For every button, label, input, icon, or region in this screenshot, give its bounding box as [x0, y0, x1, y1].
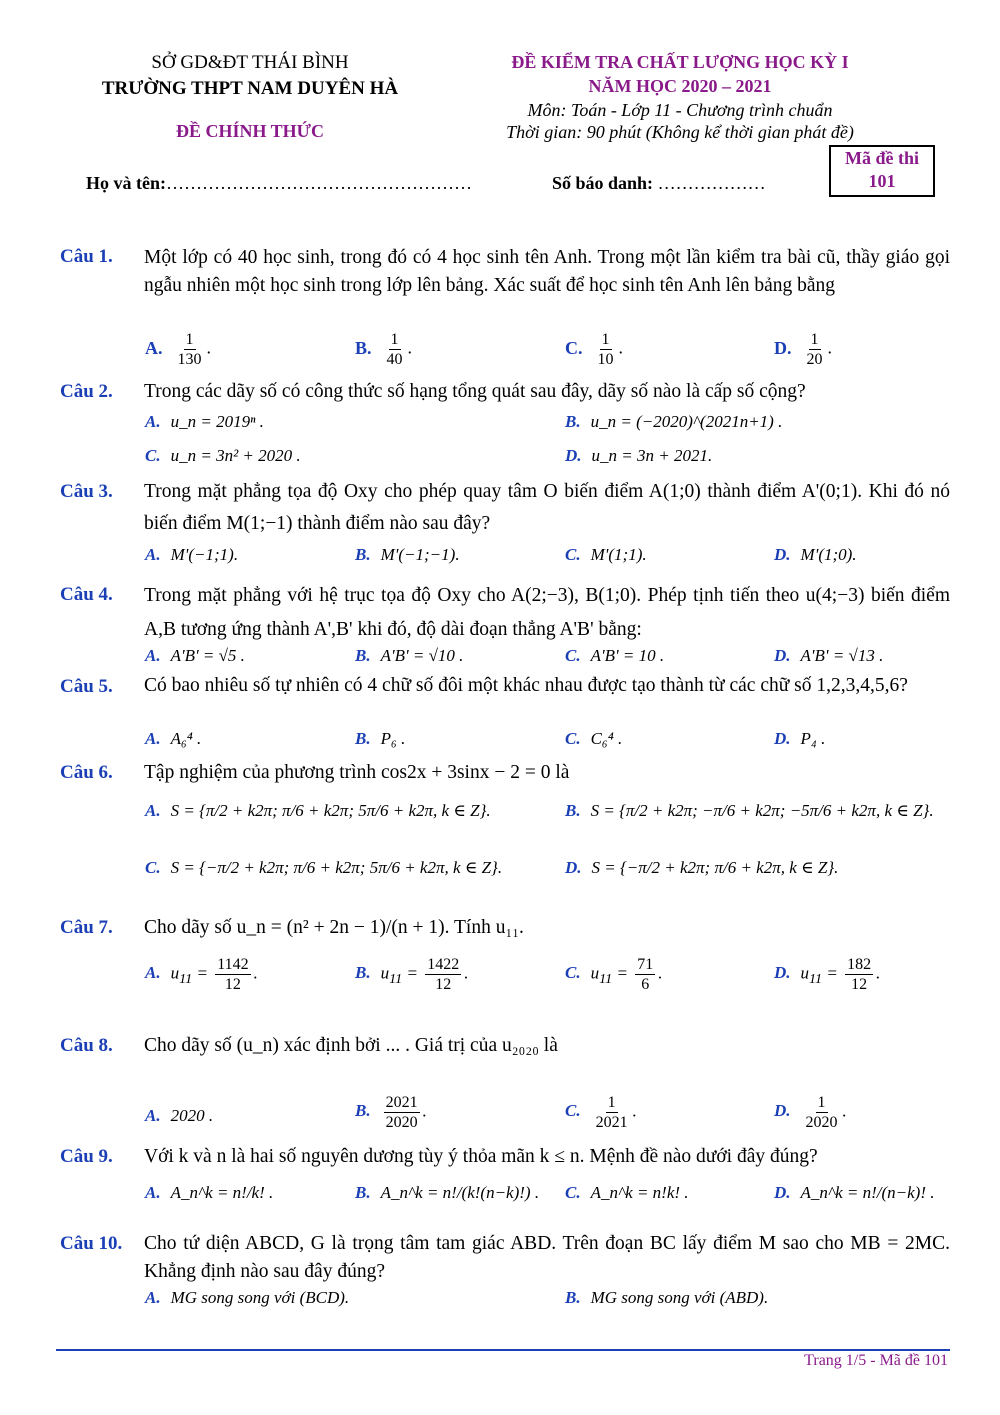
school-name: TRƯỜNG THPT NAM DUYÊN HÀ [101, 78, 399, 99]
option-c[interactable]: C. A_n^k = n!k! . [565, 1183, 689, 1202]
option-b[interactable]: B. M'(−1;−1). [355, 545, 460, 564]
option-a[interactable]: A. 2020 . [145, 1106, 214, 1125]
name-field [86, 173, 472, 194]
option-c[interactable]: C. $\frac{1}{10}$ . [565, 331, 623, 368]
question-text: Trong mặt phẳng với hệ trục tọa độ Oxy cho A(2;−3), B(1;0). Phép tịnh tiến theo u(4;−3) biến điểm A,B tương ứng thành A',B' khi đó, độ dài đoạn thẳng A'B' bằng: [144, 585, 950, 640]
question-text: Trong các dãy số có công thức số hạng tổng quát sau đây, dãy số nào là cấp số cộng? [144, 381, 806, 402]
option-d[interactable]: D. $\frac{1}{2020}$ . [774, 1094, 847, 1131]
option-d[interactable]: D. $u_{11}$ = $\frac{182}{12}$ . [774, 956, 881, 993]
option-b[interactable]: B. P₆ . [355, 729, 406, 748]
question-label: Câu 5. [60, 676, 113, 697]
option-b[interactable]: B. MG song song với (ABD). [565, 1288, 769, 1307]
option-a[interactable]: A. $u_{11}$ = $\frac{1142}{12}$ . [145, 956, 258, 993]
question-label: Câu 2. [60, 381, 113, 402]
option-d[interactable]: D. $\frac{1}{20}$ . [774, 331, 832, 368]
option-b[interactable]: B. $\frac{2021}{2020}$ . [355, 1094, 427, 1131]
option-a[interactable]: A. $\frac{1}{130}$ . [145, 331, 211, 368]
question-label: Câu 3. [60, 481, 113, 502]
option-b[interactable]: B. S = {π/2 + k2π; −π/6 + k2π; −5π/6 + k2π, k ∈ Z}. [565, 801, 934, 820]
question-label: Câu 4. [60, 584, 113, 605]
option-c[interactable]: C. A'B' = 10 . [565, 646, 665, 665]
department-name: SỞ GD&ĐT THÁI BÌNH [151, 52, 349, 73]
exam-code-value: 101 [868, 171, 896, 191]
exam-title: ĐỀ KIỂM TRA CHẤT LƯỢNG HỌC KỲ I [511, 52, 849, 72]
name-dots: …………………………………………… [166, 173, 472, 193]
question-text: Một lớp có 40 học sinh, trong đó có 4 học sinh tên Anh. Trong một lần kiểm tra bài cũ, thầy giáo gọi ngẫu nhiên một học sinh trong lớp lên bảng. Xác suất để học sinh tên Anh lên bảng bằng [144, 247, 950, 296]
option-d[interactable]: D. S = {−π/2 + k2π; π/6 + k2π, k ∈ Z}. [565, 858, 839, 877]
question-text: Tập nghiệm của phương trình cos2x + 3sinx − 2 = 0 là [144, 762, 570, 783]
option-b[interactable]: B. u_n = (−2020)^(2021n+1) . [565, 412, 783, 431]
question-label: Câu 7. [60, 917, 113, 938]
option-b[interactable]: B. $\frac{1}{40}$ . [355, 331, 413, 368]
option-b[interactable]: B. A_n^k = n!/(k!(n−k)!) . [355, 1183, 540, 1202]
option-c[interactable]: C. C₆⁴ . [565, 729, 623, 748]
page-footer: Trang 1/5 - Mã đề 101 [804, 1352, 948, 1369]
question-text: Trong mặt phẳng tọa độ Oxy cho phép quay tâm O biến điểm A(1;0) thành điểm A'(0;1). Khi đó nó biến điểm M(1;−1) thành điểm nào sau đây? [144, 481, 950, 534]
option-d[interactable]: D. P₄ . [774, 729, 826, 748]
option-c[interactable]: C. $\frac{1}{2021}$ . [565, 1094, 637, 1131]
question-text: Có bao nhiêu số tự nhiên có 4 chữ số đôi một khác nhau được tạo thành từ các chữ số 1,2,3,4,5,6? [144, 675, 908, 696]
option-b[interactable]: B. $u_{11}$ = $\frac{1422}{12}$ . [355, 956, 469, 993]
exam-code-label: Mã đề thi [845, 148, 919, 168]
option-c[interactable]: C. M'(1;1). [565, 545, 647, 564]
question-text: Cho tứ diện ABCD, G là trọng tâm tam giác ABD. Trên đoạn BC lấy điểm M sao cho MB = 2MC. Khẳng định nào sau đây đúng? [144, 1233, 950, 1282]
option-a[interactable]: A. A₆⁴ . [145, 729, 202, 748]
option-a[interactable]: A. M'(−1;1). [145, 545, 239, 564]
footer-divider [56, 1349, 950, 1351]
time-line: Thời gian: 90 phút (Không kể thời gian phát đề) [506, 122, 854, 142]
question-text: Với k và n là hai số nguyên dương tùy ý thỏa mãn k ≤ n. Mệnh đề nào dưới đây đúng? [144, 1146, 818, 1167]
question-label: Câu 8. [60, 1035, 113, 1056]
sbd-field [552, 173, 766, 194]
subject-line: Môn: Toán - Lớp 11 - Chương trình chuẩn [527, 100, 833, 120]
option-c[interactable]: C. S = {−π/2 + k2π; π/6 + k2π; 5π/6 + k2π, k ∈ Z}. [145, 858, 503, 877]
question-text: Cho dãy số (u_n) xác định bởi ... . Giá trị của u₂₀₂₀ là [144, 1035, 558, 1056]
option-a[interactable]: A. S = {π/2 + k2π; π/6 + k2π; 5π/6 + k2π, k ∈ Z}. [145, 801, 491, 820]
school-year: NĂM HỌC 2020 – 2021 [588, 76, 772, 96]
name-label: Họ và tên: [86, 173, 166, 193]
question-text: Cho dãy số u_n = (n² + 2n − 1)/(n + 1). Tính u₁₁. [144, 917, 524, 938]
question-label: Câu 1. [60, 246, 113, 267]
option-b[interactable]: B. A'B' = √10 . [355, 646, 464, 665]
exam-code-box [829, 145, 935, 197]
option-d[interactable]: D. A'B' = √13 . [774, 646, 884, 665]
option-a[interactable]: A. A_n^k = n!/k! . [145, 1183, 274, 1202]
option-a[interactable]: A. A'B' = √5 . [145, 646, 245, 665]
option-d[interactable]: D. A_n^k = n!/(n−k)! . [774, 1183, 935, 1202]
sbd-label: Số báo danh: [552, 173, 654, 193]
sbd-dots: ……………… [657, 173, 766, 193]
option-a[interactable]: A. u_n = 2019ⁿ . [145, 412, 264, 431]
question-label: Câu 6. [60, 762, 113, 783]
official-label: ĐỀ CHÍNH THỨC [175, 121, 325, 141]
question-label: Câu 9. [60, 1146, 113, 1167]
option-a[interactable]: A. MG song song với (BCD). [145, 1288, 350, 1307]
option-c[interactable]: C. u_n = 3n² + 2020 . [145, 446, 301, 465]
option-d[interactable]: D. M'(1;0). [774, 545, 857, 564]
question-label: Câu 10. [60, 1233, 123, 1254]
option-c[interactable]: C. $u_{11}$ = $\frac{71}{6}$ . [565, 956, 663, 993]
option-d[interactable]: D. u_n = 3n + 2021. [565, 446, 713, 465]
